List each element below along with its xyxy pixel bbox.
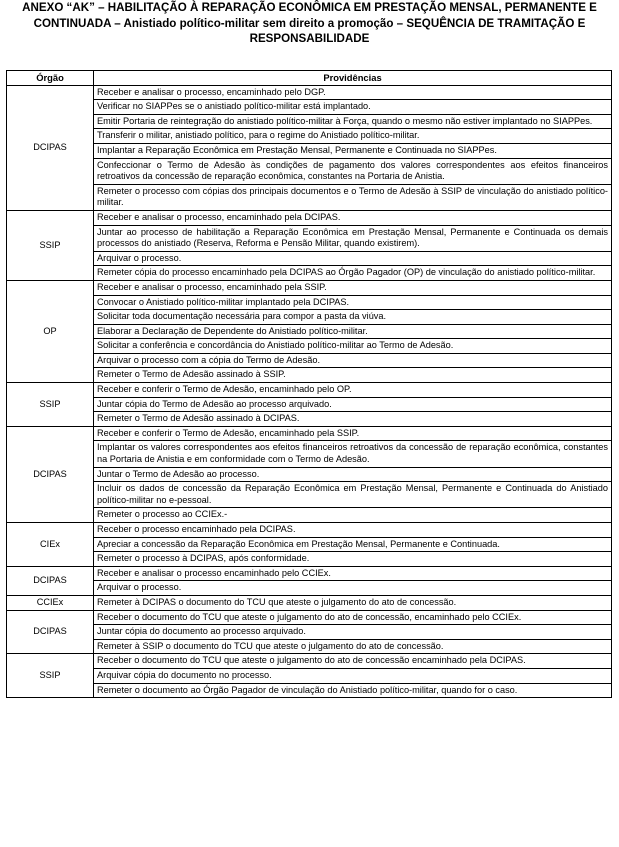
providencia-cell: Receber e analisar o processo, encaminhado pela SSIP. (94, 280, 612, 295)
table-row (7, 523, 612, 538)
table-row (7, 251, 612, 266)
orgao-cell: CCIEx (7, 595, 94, 610)
table-row (7, 324, 612, 339)
title-line-1: ANEXO “AK” – HABILITAÇÃO À REPARAÇÃO ECONÔMICA EM PRESTAÇÃO MENSAL, PERMANENTE E (22, 1, 597, 14)
table-row (7, 383, 612, 398)
providencia-cell: Remeter o processo com cópias dos principais documentos e o Termo de Adesão à SSIP de vinculação do anistiado político-militar. (94, 184, 612, 210)
providencia-cell: Verificar no SIAPPes se o anistiado político-militar está implantado. (94, 100, 612, 115)
providencia-cell: Remeter o Termo de Adesão assinado à SSIP. (94, 368, 612, 383)
table-row (7, 266, 612, 281)
table-row (7, 639, 612, 654)
providencia-cell: Implantar os valores correspondentes aos efeitos financeiros retroativos da concessão de reparação econômica, constantes na Portaria de Anistia e em conformidade com o Termo de Adesão. (94, 441, 612, 467)
table-row (7, 184, 612, 210)
table-row (7, 581, 612, 596)
providencia-cell: Receber e analisar o processo encaminhado pelo CCIEx. (94, 566, 612, 581)
providencia-cell: Emitir Portaria de reintegração do anistiado político-militar à Força, quando o mesmo não estiver implantado no SIAPPes. (94, 114, 612, 129)
orgao-cell: DCIPAS (7, 85, 94, 210)
table-row (7, 441, 612, 467)
providencia-cell: Receber e analisar o processo, encaminhado pela DCIPAS. (94, 210, 612, 225)
providencia-cell: Juntar ao processo de habilitação a Reparação Econômica em Prestação Mensal, Permanente e Continuada os demais processos do anistiado (Reserva, Reforma e Pensão Militar, quando existirem). (94, 225, 612, 251)
table-row (7, 280, 612, 295)
providencia-cell: Juntar cópia do Termo de Adesão ao processo arquivado. (94, 397, 612, 412)
providencia-cell: Receber e analisar o processo, encaminhado pelo DGP. (94, 85, 612, 100)
orgao-cell: DCIPAS (7, 426, 94, 522)
title-line-3: RESPONSABILIDADE (249, 32, 370, 45)
orgao-cell: DCIPAS (7, 566, 94, 595)
table-row (7, 654, 612, 669)
table-row (7, 595, 612, 610)
title-line-2: CONTINUADA – Anistiado político-militar sem direito a promoção – SEQUÊNCIA DE TRAMITAÇÃO E (33, 16, 586, 30)
tramitacao-table (6, 70, 612, 698)
providencia-cell: Confeccionar o Termo de Adesão às condições de pagamento dos valores correspondentes aos efeitos financeiros retroativos da concessão de reparação econômica, constantes na Portaria de Anistia. (94, 158, 612, 184)
providencia-cell: Solicitar toda documentação necessária para compor a pasta da viúva. (94, 310, 612, 325)
providencia-cell: Remeter cópia do processo encaminhado pela DCIPAS ao Órgão Pagador (OP) de vinculação do anistiado político-militar. (94, 266, 612, 281)
table-row (7, 100, 612, 115)
table-row (7, 683, 612, 698)
table-row (7, 467, 612, 482)
orgao-cell: OP (7, 280, 94, 382)
orgao-cell: SSIP (7, 383, 94, 427)
document-title (4, 0, 615, 47)
providencia-cell: Arquivar o processo. (94, 581, 612, 596)
orgao-cell: SSIP (7, 210, 94, 280)
providencia-cell: Receber o documento do TCU que ateste o julgamento do ato de concessão encaminhado pela DCIPAS. (94, 654, 612, 669)
providencia-cell: Arquivar o processo com a cópia do Termo de Adesão. (94, 353, 612, 368)
providencia-cell: Remeter à SSIP o documento do TCU que ateste o julgamento do ato de concessão. (94, 639, 612, 654)
table-row (7, 339, 612, 354)
table-row (7, 114, 612, 129)
providencia-cell: Juntar o Termo de Adesão ao processo. (94, 467, 612, 482)
table-row (7, 426, 612, 441)
table-row (7, 566, 612, 581)
providencia-cell: Receber e conferir o Termo de Adesão, encaminhado pelo OP. (94, 383, 612, 398)
providencia-cell: Arquivar o processo. (94, 251, 612, 266)
table-row (7, 368, 612, 383)
header-providencias: Providências (94, 71, 612, 86)
table-row (7, 158, 612, 184)
providencia-cell: Receber o documento do TCU que ateste o julgamento do ato de concessão, encaminhado pelo CCIEx. (94, 610, 612, 625)
orgao-cell: SSIP (7, 654, 94, 698)
table-row (7, 210, 612, 225)
table-row (7, 412, 612, 427)
table-row (7, 537, 612, 552)
table-row (7, 610, 612, 625)
table-row (7, 353, 612, 368)
table-row (7, 85, 612, 100)
providencia-cell: Receber e conferir o Termo de Adesão, encaminhado pela SSIP. (94, 426, 612, 441)
providencia-cell: Convocar o Anistiado político-militar implantado pela DCIPAS. (94, 295, 612, 310)
table-header-row (7, 71, 612, 86)
providencia-cell: Receber o processo encaminhado pela DCIPAS. (94, 523, 612, 538)
providencia-cell: Remeter o processo à DCIPAS, após conformidade. (94, 552, 612, 567)
header-orgao: Órgão (7, 71, 94, 86)
providencia-cell: Arquivar cópia do documento no processo. (94, 668, 612, 683)
providencia-cell: Remeter o processo ao CCIEx.- (94, 508, 612, 523)
providencia-cell: Apreciar a concessão da Reparação Econômica em Prestação Mensal, Permanente e Continuada. (94, 537, 612, 552)
table-row (7, 508, 612, 523)
table-row (7, 225, 612, 251)
table-row (7, 625, 612, 640)
table-row (7, 552, 612, 567)
providencia-cell: Remeter o documento ao Órgão Pagador de vinculação do Anistiado político-militar, quando for o caso. (94, 683, 612, 698)
orgao-cell: DCIPAS (7, 610, 94, 654)
table-row (7, 668, 612, 683)
providencia-cell: Remeter à DCIPAS o documento do TCU que ateste o julgamento do ato de concessão. (94, 595, 612, 610)
providencia-cell: Implantar a Reparação Econômica em Prestação Mensal, Permanente e Continuada no SIAPPes. (94, 143, 612, 158)
table-row (7, 397, 612, 412)
table-row (7, 129, 612, 144)
table-row (7, 143, 612, 158)
table-row (7, 482, 612, 508)
providencia-cell: Remeter o Termo de Adesão assinado à DCIPAS. (94, 412, 612, 427)
table-row (7, 295, 612, 310)
providencia-cell: Transferir o militar, anistiado político, para o regime do Anistiado político-militar. (94, 129, 612, 144)
orgao-cell: CIEx (7, 523, 94, 567)
providencia-cell: Solicitar a conferência e concordância do Anistiado político-militar ao Termo de Adesão. (94, 339, 612, 354)
table-row (7, 310, 612, 325)
providencia-cell: Incluir os dados de concessão da Reparação Econômica em Prestação Mensal, Permanente e Continuada do Anistiado político-militar no e-pessoal. (94, 482, 612, 508)
providencia-cell: Juntar cópia do documento ao processo arquivado. (94, 625, 612, 640)
providencia-cell: Elaborar a Declaração de Dependente do Anistiado político-militar. (94, 324, 612, 339)
table-body (7, 85, 612, 698)
